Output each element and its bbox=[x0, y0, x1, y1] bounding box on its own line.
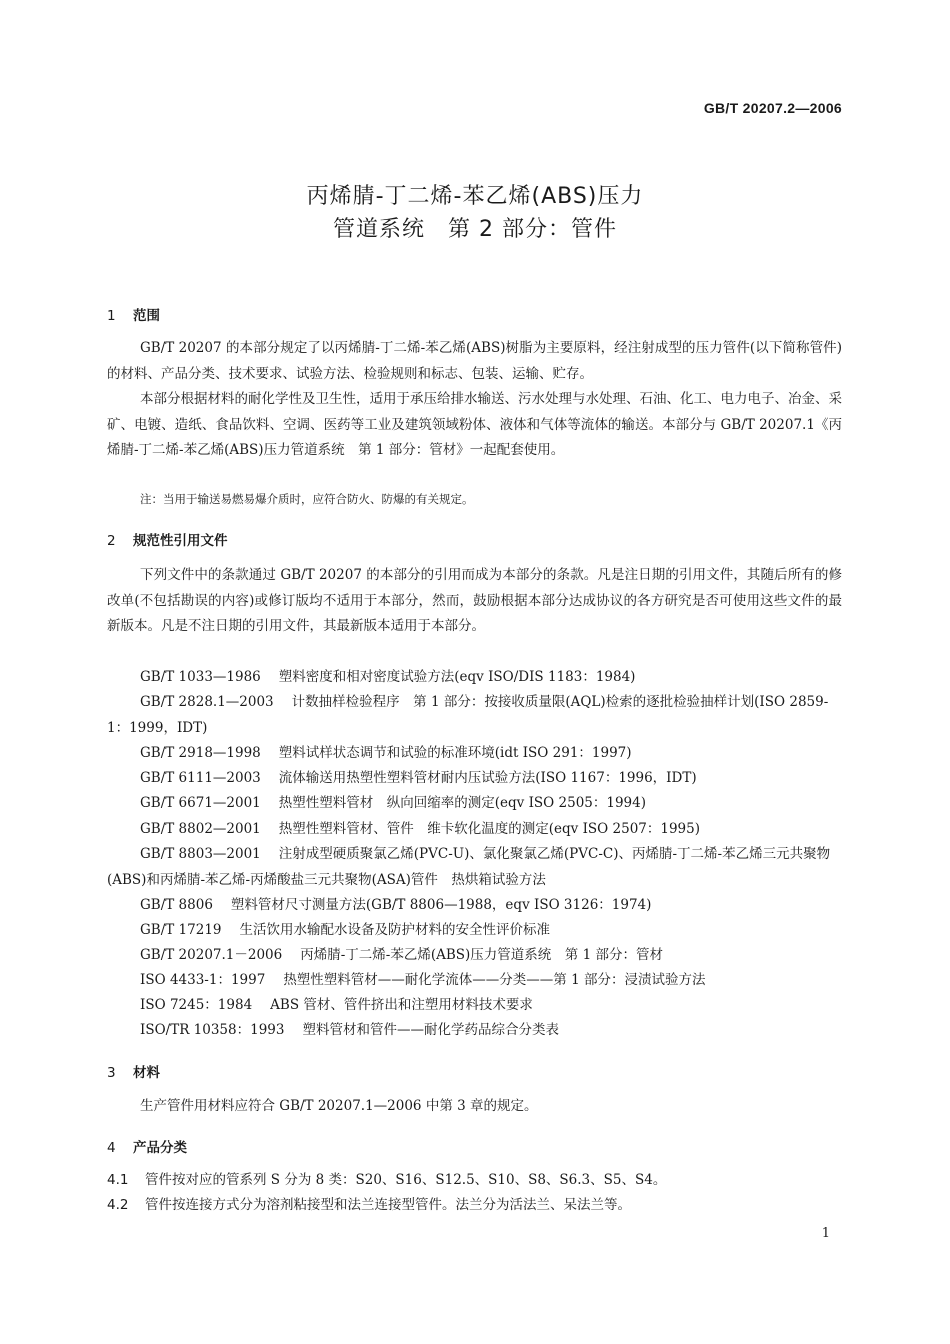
section-2-heading bbox=[107, 529, 228, 549]
title-line-1: 丙烯腈-丁二烯-苯乙烯(ABS)压力 bbox=[306, 184, 644, 209]
reference-item bbox=[107, 690, 842, 741]
reference-title: 热塑性塑料管材 纵向回缩率的测定(eqv ISO 2505：1994) bbox=[278, 795, 647, 811]
section-2-intro: 下列文件中的条款通过 GB/T 20207 的本部分的引用而成为本部分的条款。凡是注日期的引用文件，其随后所有的修改单(不包括勘误的内容)或修订版均不适用于本部分，然而，鼓励根据本部分达成协议的各方研究是否可使用这些文件的最新版本。凡是不注日期的引用文件，其最新版本适用于本部分。 bbox=[107, 567, 842, 634]
reference-title: 塑料管材和管件——耐化学药品综合分类表 bbox=[302, 1022, 559, 1038]
reference-title: ABS 管材、管件挤出和注塑用材料技术要求 bbox=[270, 997, 533, 1013]
reference-title: 流体输送用热塑性塑料管材耐内压试验方法(ISO 1167：1996，IDT) bbox=[278, 770, 697, 786]
reference-title: 生活饮用水输配水设备及防护材料的安全性评价标准 bbox=[239, 922, 550, 938]
reference-title: 塑料密度和相对密度试验方法(eqv ISO/DIS 1183：1984) bbox=[278, 669, 636, 685]
section-title: 范围 bbox=[133, 308, 160, 324]
reference-code: GB/T 8803—2001 bbox=[140, 846, 261, 862]
section-number: 2 bbox=[107, 533, 116, 549]
section-title: 规范性引用文件 bbox=[133, 533, 228, 549]
reference-item bbox=[107, 766, 842, 792]
reference-title: 丙烯腈-丁二烯-苯乙烯(ABS)压力管道系统 第 1 部分：管材 bbox=[300, 947, 663, 963]
reference-code: ISO 7245：1984 bbox=[140, 997, 253, 1013]
section-number: 1 bbox=[107, 308, 116, 324]
reference-code: GB/T 2918—1998 bbox=[140, 745, 261, 761]
page-number: 1 bbox=[821, 1226, 830, 1241]
clause-text: 管件按连接方式分为溶剂粘接型和法兰连接型管件。法兰分为活法兰、呆法兰等。 bbox=[145, 1197, 631, 1213]
section-4-heading bbox=[107, 1136, 187, 1156]
reference-item bbox=[107, 1018, 842, 1044]
title-line-2: 管道系统 第 2 部分：管件 bbox=[333, 217, 617, 242]
reference-title: 注射成型硬质聚氯乙烯(PVC-U)、氯化聚氯乙烯(PVC-C)、丙烯腈-丁二烯-苯乙烯三元共聚物(ABS)和丙烯腈-苯乙烯-丙烯酸盐三元共聚物(ASA)管件 热烘箱试验方法 bbox=[107, 846, 831, 888]
reference-item bbox=[107, 993, 842, 1019]
reference-item bbox=[107, 968, 842, 994]
section-title: 材料 bbox=[133, 1065, 160, 1081]
reference-code: GB/T 2828.1—2003 bbox=[140, 694, 274, 710]
reference-code: ISO 4433-1：1997 bbox=[140, 972, 266, 988]
reference-item bbox=[107, 893, 842, 919]
reference-code: GB/T 8806 bbox=[140, 897, 213, 913]
reference-item bbox=[107, 943, 842, 969]
section-title: 产品分类 bbox=[133, 1140, 187, 1156]
section-3-heading bbox=[107, 1061, 160, 1081]
clause-number: 4.2 bbox=[107, 1197, 129, 1213]
clause-number: 4.1 bbox=[107, 1172, 129, 1188]
section-1-note: 注：当用于输送易燃易爆介质时，应符合防火、防爆的有关规定。 bbox=[140, 492, 474, 506]
reference-item bbox=[107, 791, 842, 817]
reference-code: GB/T 1033—1986 bbox=[140, 669, 261, 685]
standard-number: GB/T 20207.2—2006 bbox=[703, 100, 842, 116]
reference-item bbox=[107, 741, 842, 767]
document-title bbox=[0, 180, 950, 246]
reference-code: GB/T 20207.1－2006 bbox=[140, 947, 283, 963]
reference-item bbox=[107, 918, 842, 944]
section-1-paragraph-2: 本部分根据材料的耐化学性及卫生性，适用于承压给排水输送、污水处理与水处理、石油、化工、电力电子、冶金、采矿、电镀、造纸、食品饮料、空调、医药等工业及建筑领域粉体、液体和气体等流体的输送。本部分与 GB/T 20207.1《丙烯腈-丁二烯-苯乙烯(ABS)压力管道系统 第 1 部分：管材》一起配套使用。 bbox=[107, 391, 842, 458]
clause-item bbox=[107, 1193, 842, 1219]
section-1-paragraph-1: GB/T 20207 的本部分规定了以丙烯腈-丁二烯-苯乙烯(ABS)树脂为主要原料，经注射成型的压力管件(以下简称管件)的材料、产品分类、技术要求、试验方法、检验规则和标志、包装、运输、贮存。 bbox=[107, 340, 842, 382]
reference-code: GB/T 17219 bbox=[140, 922, 222, 938]
reference-title: 塑料试样状态调节和试验的标准环境(idt ISO 291：1997) bbox=[278, 745, 632, 761]
clause-item bbox=[107, 1168, 842, 1194]
reference-title: 热塑性塑料管材、管件 维卡软化温度的测定(eqv ISO 2507：1995) bbox=[278, 821, 701, 837]
clause-text: 管件按对应的管系列 S 分为 8 类：S20、S16、S12.5、S10、S8、S6.3、S5、S4。 bbox=[145, 1172, 667, 1188]
reference-title: 计数抽样检验程序 第 1 部分：按接收质量限(AQL)检索的逐批检验抽样计划(ISO 2859-1：1999，IDT) bbox=[107, 694, 829, 736]
reference-title: 塑料管材尺寸测量方法(GB/T 8806—1988，eqv ISO 3126：1974) bbox=[230, 897, 652, 913]
section-1-heading bbox=[107, 304, 160, 324]
section-number: 3 bbox=[107, 1065, 116, 1081]
reference-item bbox=[107, 817, 842, 843]
section-number: 4 bbox=[107, 1140, 116, 1156]
reference-title: 热塑性塑料管材——耐化学流体——分类——第 1 部分：浸渍试验方法 bbox=[283, 972, 706, 988]
section-3-paragraph: 生产管件用材料应符合 GB/T 20207.1—2006 中第 3 章的规定。 bbox=[140, 1098, 538, 1114]
reference-item bbox=[107, 665, 842, 691]
reference-item bbox=[107, 842, 842, 893]
reference-code: GB/T 8802—2001 bbox=[140, 821, 261, 837]
reference-code: ISO/TR 10358：1993 bbox=[140, 1022, 285, 1038]
reference-code: GB/T 6111—2003 bbox=[140, 770, 261, 786]
reference-code: GB/T 6671—2001 bbox=[140, 795, 261, 811]
